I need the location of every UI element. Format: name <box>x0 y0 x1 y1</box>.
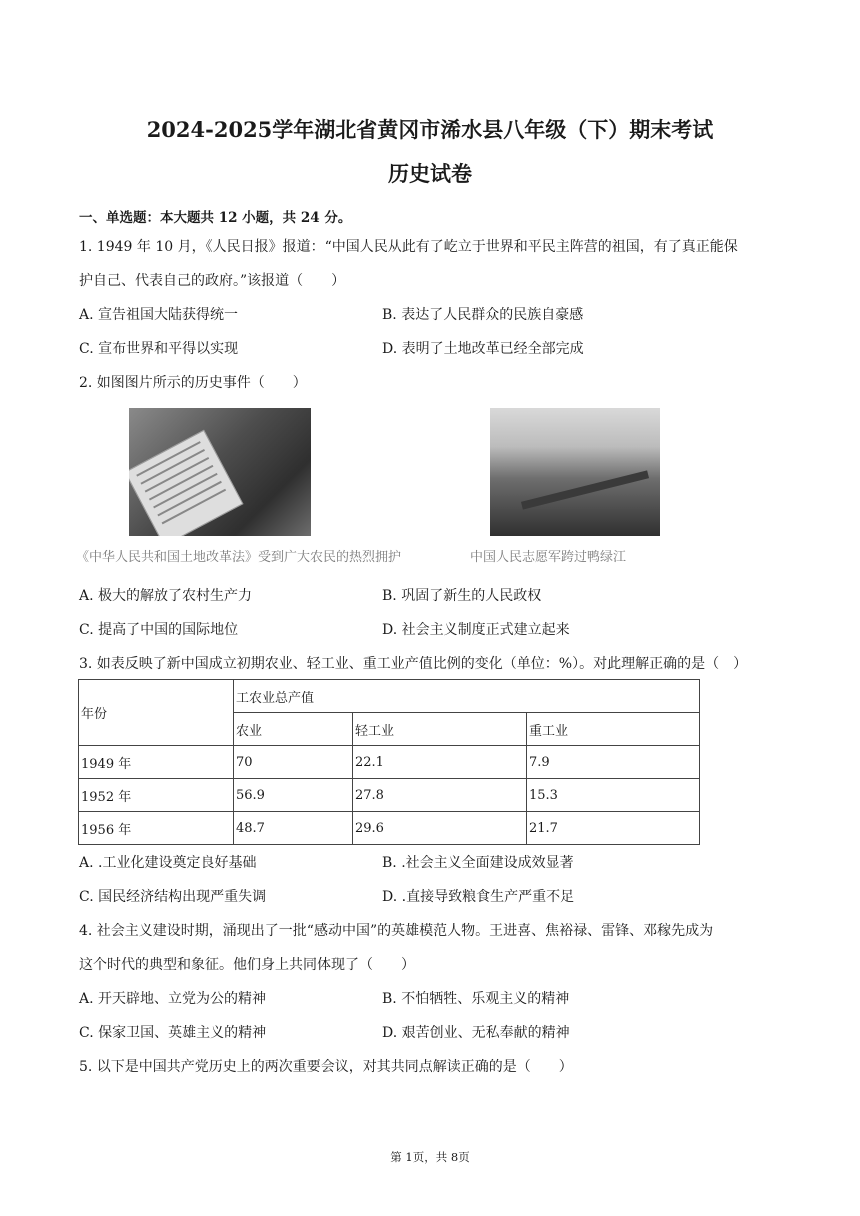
q3-option-a: A. .工业化建设奠定良好基础 <box>79 855 257 871</box>
q1-option-b: B. 表达了人民群众的民族自豪感 <box>382 307 584 323</box>
output-ratio-table <box>78 679 700 845</box>
page-footer: 第 1页，共 8页 <box>390 1150 470 1164</box>
exam-title: 2024-2025学年湖北省黄冈市浠水县八年级（下）期末考试 <box>146 117 714 142</box>
table-cell: 56.9 <box>234 779 353 812</box>
table-cell: 1952 年 <box>79 779 234 812</box>
table-cell: 1949 年 <box>79 746 234 779</box>
q4-option-b: B. 不怕牺牲、乐观主义的精神 <box>382 991 570 1007</box>
q5-stem: 5. 以下是中国共产党历史上的两次重要会议，对其共同点解读正确的是（ ） <box>79 1059 573 1075</box>
table-cell: 70 <box>234 746 353 779</box>
q3-option-b: B. .社会主义全面建设成效显著 <box>382 855 574 871</box>
table-cell: 22.1 <box>353 746 527 779</box>
q4-stem-line2: 这个时代的典型和象征。他们身上共同体现了（ ） <box>79 957 415 973</box>
q2-stem: 2. 如图图片所示的历史事件（ ） <box>79 375 307 391</box>
photo-caption-left: 《中华人民共和国土地改革法》受到广大农民的热烈拥护 <box>76 550 402 565</box>
q3-stem: 3. 如表反映了新中国成立初期农业、轻工业、重工业产值比例的变化（单位：%）。对此理解正确的是（ ） <box>79 656 748 672</box>
q4-option-d: D. 艰苦创业、无私奉献的精神 <box>382 1025 570 1041</box>
section-heading: 一、单选题：本大题共 12 小题，共 24 分。 <box>79 210 352 226</box>
q3-option-c: C. 国民经济结构出现严重失调 <box>79 889 267 905</box>
table-row <box>79 779 700 812</box>
q1-option-a: A. 宣告祖国大陆获得统一 <box>79 307 239 323</box>
land-reform-photo <box>129 408 311 536</box>
yalu-river-photo <box>490 408 660 536</box>
q4-option-a: A. 开天辟地、立党为公的精神 <box>79 991 267 1007</box>
table-row <box>79 746 700 779</box>
q2-option-d: D. 社会主义制度正式建立起来 <box>382 622 570 638</box>
table-cell: 48.7 <box>234 812 353 845</box>
table-cell: 15.3 <box>527 779 700 812</box>
table-cell: 29.6 <box>353 812 527 845</box>
photo-caption-right: 中国人民志愿军跨过鸭绿江 <box>470 550 627 565</box>
column-header: 重工业 <box>527 713 700 746</box>
q1-stem-line1: 1. 1949 年 10 月，《人民日报》报道：“中国人民从此有了屹立于世界和平民主阵营的祖国，有了真正能保 <box>79 239 738 255</box>
table-cell: 1956 年 <box>79 812 234 845</box>
q2-option-c: C. 提高了中国的国际地位 <box>79 622 239 638</box>
table-cell: 7.9 <box>527 746 700 779</box>
q4-option-c: C. 保家卫国、英雄主义的精神 <box>79 1025 267 1041</box>
q1-option-c: C. 宣布世界和平得以实现 <box>79 341 239 357</box>
year-header: 年份 <box>79 680 234 746</box>
table-row <box>79 812 700 845</box>
q1-stem-line2: 护自己、代表自己的政府。”该报道（ ） <box>79 273 346 289</box>
q2-option-a: A. 极大的解放了农村生产力 <box>79 588 253 604</box>
column-header: 轻工业 <box>353 713 527 746</box>
exam-subtitle: 历史试卷 <box>388 161 472 186</box>
group-header: 工农业总产值 <box>234 680 700 713</box>
q3-option-d: D. .直接导致粮食生产严重不足 <box>382 889 575 905</box>
q4-stem-line1: 4. 社会主义建设时期，涌现出了一批“感动中国”的英雄模范人物。王进喜、焦裕禄、雷锋、邓稼先成为 <box>79 923 714 939</box>
column-header: 农业 <box>234 713 353 746</box>
table-cell: 27.8 <box>353 779 527 812</box>
q1-option-d: D. 表明了土地改革已经全部完成 <box>382 341 584 357</box>
table-cell: 21.7 <box>527 812 700 845</box>
q2-option-b: B. 巩固了新生的人民政权 <box>382 588 542 604</box>
